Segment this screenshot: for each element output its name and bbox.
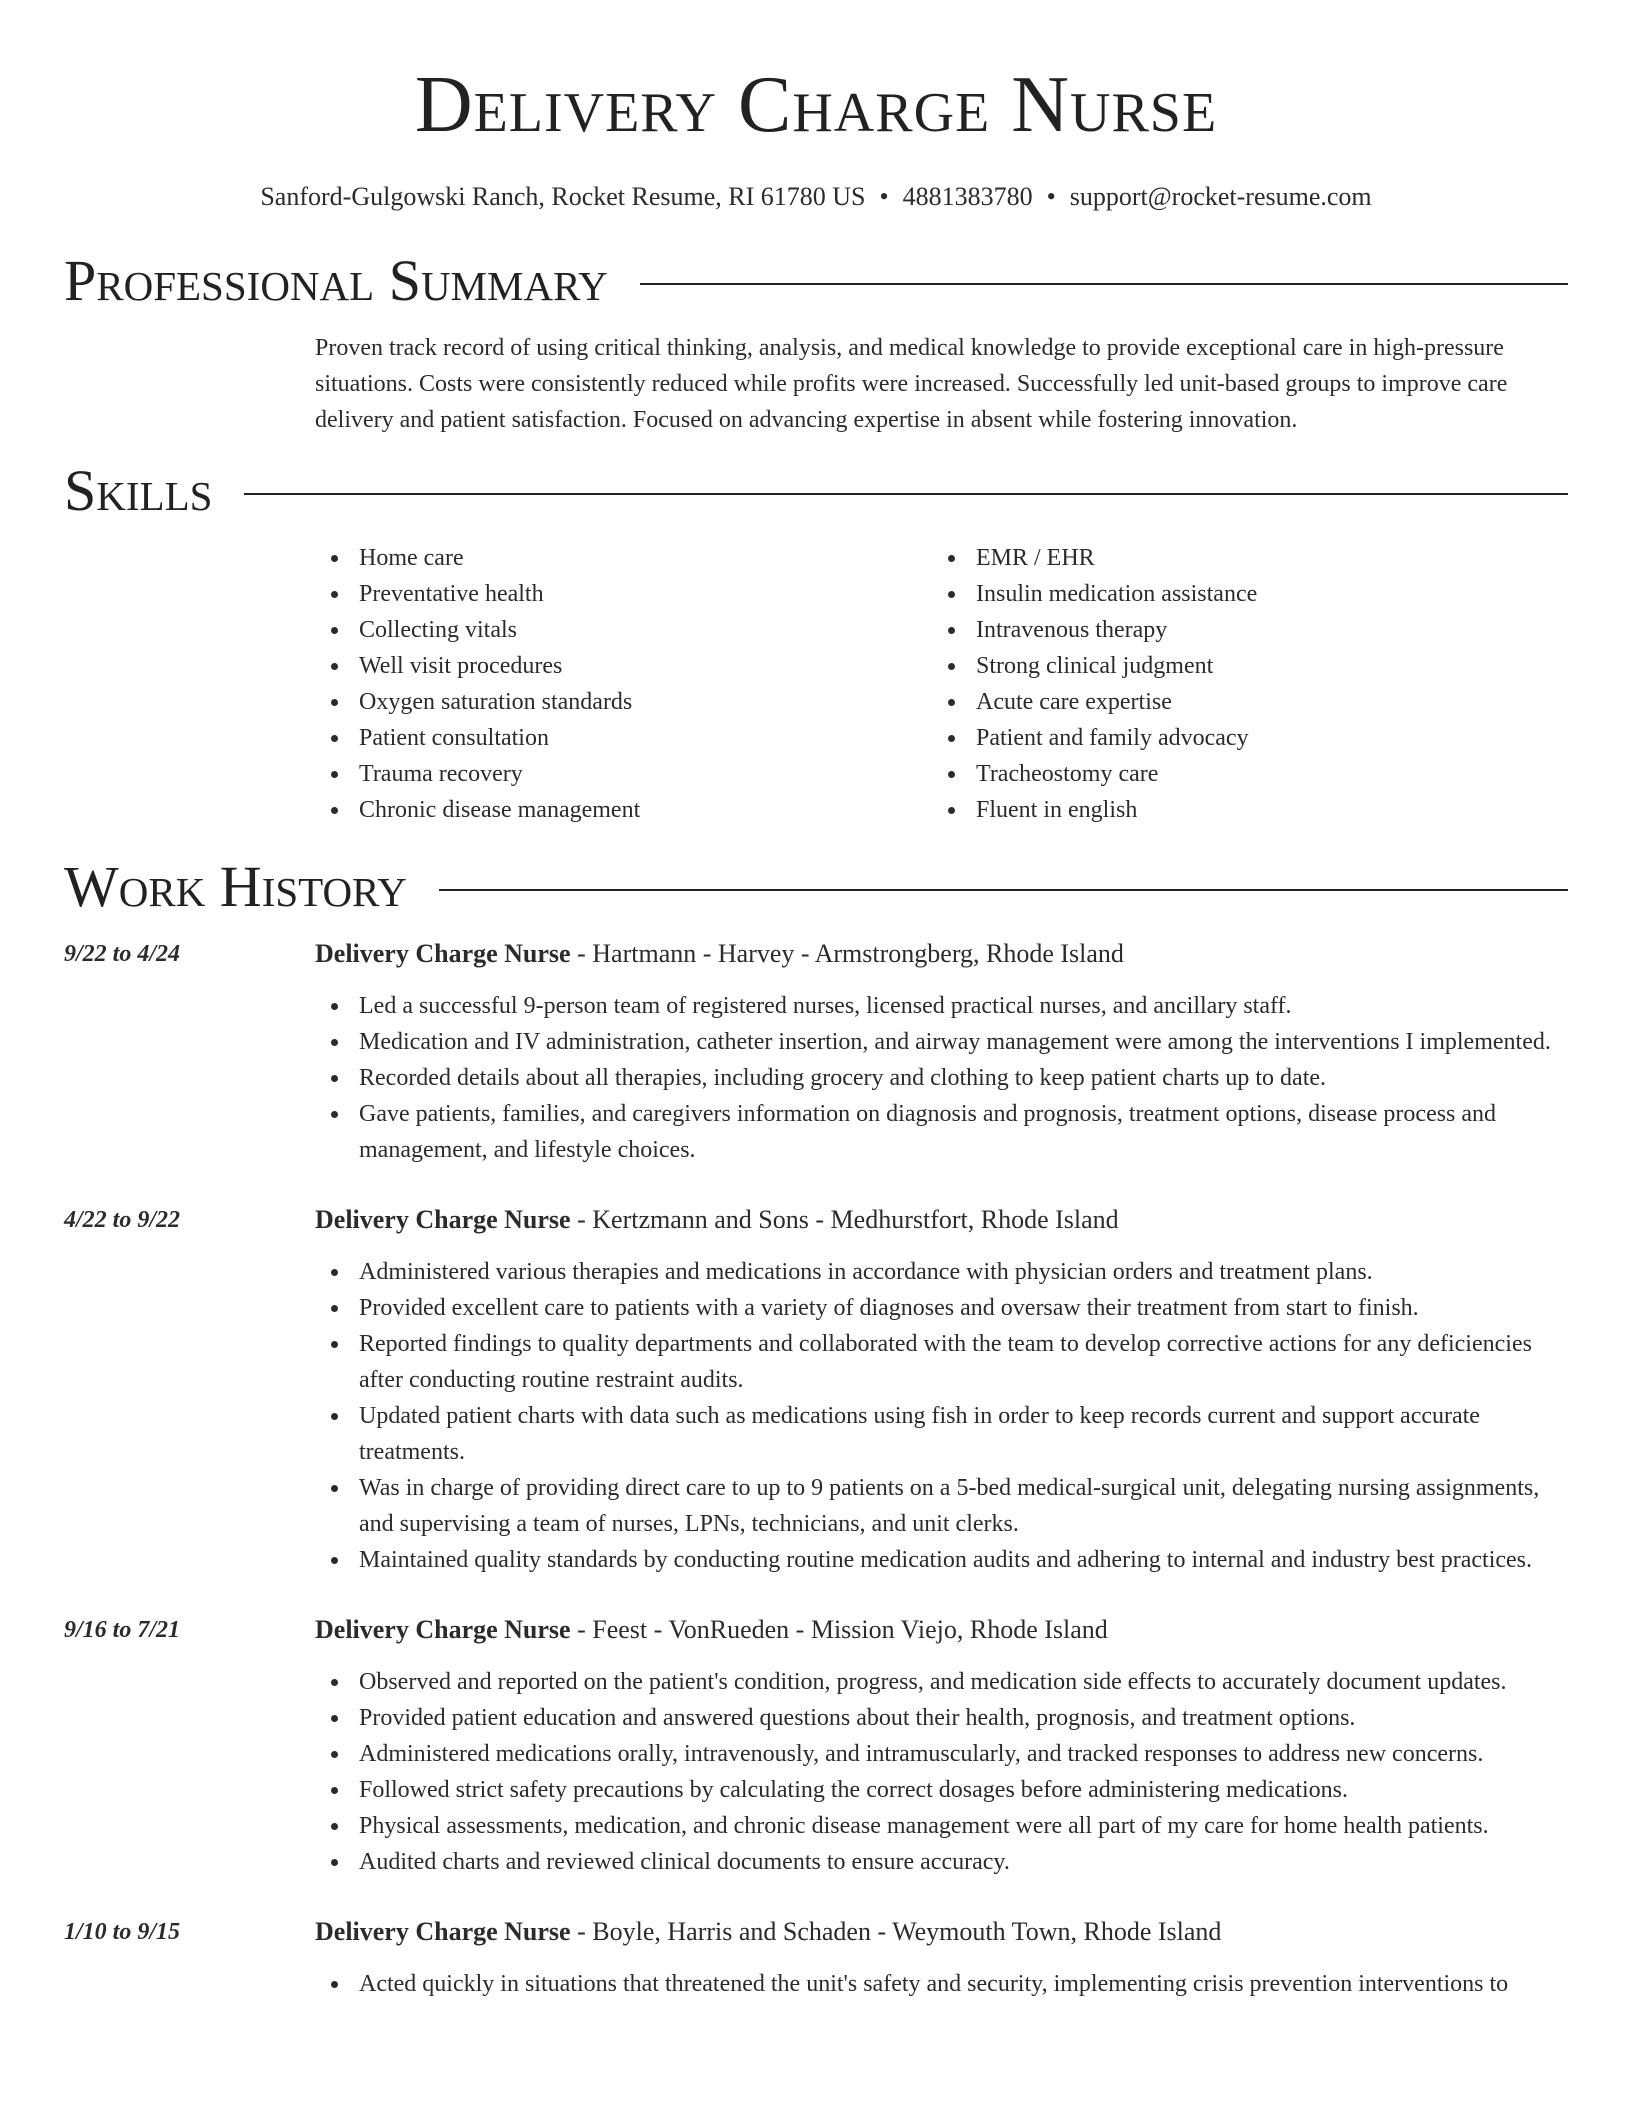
job-bullet: Acted quickly in situations that threatened the unit's safety and security, implementing crisis prevention interventions to xyxy=(315,1966,1568,2002)
skills-heading: Skills xyxy=(64,458,213,523)
job-bullets xyxy=(315,1966,1568,2002)
contact-email: support@rocket-resume.com xyxy=(1069,182,1372,211)
skill-item: EMR / EHR xyxy=(932,540,1549,576)
job-bullet: Recorded details about all therapies, including grocery and clothing to keep patient charts up to date. xyxy=(315,1060,1568,1096)
skill-item: Acute care expertise xyxy=(932,684,1549,720)
job-role: Delivery Charge Nurse xyxy=(315,939,571,968)
skill-item: Collecting vitals xyxy=(315,612,932,648)
job-bullet: Updated patient charts with data such as medications using fish in order to keep records current and support accurate treatments. xyxy=(315,1398,1568,1470)
work-heading: Work History xyxy=(64,854,407,919)
job-bullets xyxy=(315,1664,1568,1880)
job-dates: 1/10 to 9/15 xyxy=(64,1919,181,1945)
skill-item: Trauma recovery xyxy=(315,756,932,792)
skill-item: Preventative health xyxy=(315,576,932,612)
job-role: Delivery Charge Nurse xyxy=(315,1917,571,1946)
summary-section-header xyxy=(64,248,1568,314)
job-bullets xyxy=(315,1254,1568,1578)
job-title-line xyxy=(315,1202,1568,1238)
skills-column-right xyxy=(932,540,1549,828)
job-body xyxy=(315,936,1568,1168)
contact-address: Sanford-Gulgowski Ranch, Rocket Resume, RI 61780 US xyxy=(260,182,866,211)
job-bullet: Led a successful 9-person team of registered nurses, licensed practical nurses, and ancillary staff. xyxy=(315,988,1568,1024)
job-dates: 4/22 to 9/22 xyxy=(64,1207,181,1233)
job-bullet: Physical assessments, medication, and chronic disease management were all part of my care for home health patients. xyxy=(315,1808,1568,1844)
summary-text: Proven track record of using critical thinking, analysis, and medical knowledge to provide exceptional care in high-pressure situations. Costs were consistently reduced while profits were increased. Successfully led unit-based groups to improve care delivery and patient satisfaction. Focused on advancing expertise in absent while fostering innovation. xyxy=(315,335,1508,433)
contact-line xyxy=(64,182,1568,212)
skill-item: Oxygen saturation standards xyxy=(315,684,932,720)
skill-item: Strong clinical judgment xyxy=(932,648,1549,684)
job-bullet: Maintained quality standards by conducting routine medication audits and adhering to internal and industry best practices. xyxy=(315,1542,1568,1578)
job-employer: - Feest - VonRueden - Mission Viejo, Rhode Island xyxy=(570,1615,1108,1644)
job-bullet: Audited charts and reviewed clinical documents to ensure accuracy. xyxy=(315,1844,1568,1880)
skill-item: Tracheostomy care xyxy=(932,756,1549,792)
job-bullet: Followed strict safety precautions by calculating the correct dosages before administering medications. xyxy=(315,1772,1568,1808)
job-title-line xyxy=(315,1914,1568,1950)
skills-section-header xyxy=(64,458,1568,524)
job-entry xyxy=(64,1914,1568,2002)
job-bullet: Administered various therapies and medications in accordance with physician orders and treatment plans. xyxy=(315,1254,1568,1290)
job-employer: - Kertzmann and Sons - Medhurstfort, Rhode Island xyxy=(570,1205,1119,1234)
summary-heading: Professional Summary xyxy=(64,248,608,313)
job-bullets xyxy=(315,988,1568,1168)
job-entry xyxy=(64,1202,1568,1578)
section-divider xyxy=(640,283,1568,285)
section-divider xyxy=(244,493,1568,495)
job-body xyxy=(315,1202,1568,1578)
job-bullet: Provided excellent care to patients with a variety of diagnoses and oversaw their treatment from start to finish. xyxy=(315,1290,1568,1326)
job-bullet: Administered medications orally, intravenously, and intramuscularly, and tracked responses to address new concerns. xyxy=(315,1736,1568,1772)
section-divider xyxy=(439,889,1568,891)
skill-item: Well visit procedures xyxy=(315,648,932,684)
skills-list xyxy=(315,540,1568,828)
contact-phone: 4881383780 xyxy=(902,182,1033,211)
skill-item: Insulin medication assistance xyxy=(932,576,1549,612)
job-bullet: Observed and reported on the patient's condition, progress, and medication side effects to accurately document updates. xyxy=(315,1664,1568,1700)
job-bullet: Was in charge of providing direct care to up to 9 patients on a 5-bed medical-surgical unit, delegating nursing assignments, and supervising a team of nurses, LPNs, technicians, and unit clerks. xyxy=(315,1470,1568,1542)
job-employer: - Hartmann - Harvey - Armstrongberg, Rhode Island xyxy=(570,939,1124,968)
skill-item: Intravenous therapy xyxy=(932,612,1549,648)
skill-item: Chronic disease management xyxy=(315,792,932,828)
job-dates: 9/22 to 4/24 xyxy=(64,941,181,967)
job-body xyxy=(315,1612,1568,1880)
candidate-name: Delivery Charge Nurse xyxy=(414,61,1218,149)
job-bullet: Gave patients, families, and caregivers information on diagnosis and prognosis, treatment options, disease process and management, and lifestyle choices. xyxy=(315,1096,1568,1168)
work-section-header xyxy=(64,854,1568,920)
contact-separator: • xyxy=(1046,182,1056,211)
job-employer: - Boyle, Harris and Schaden - Weymouth Town, Rhode Island xyxy=(570,1917,1222,1946)
job-bullet: Medication and IV administration, catheter insertion, and airway management were among the interventions I implemented. xyxy=(315,1024,1568,1060)
job-role: Delivery Charge Nurse xyxy=(315,1205,571,1234)
job-dates: 9/16 to 7/21 xyxy=(64,1617,181,1643)
job-role: Delivery Charge Nurse xyxy=(315,1615,571,1644)
job-bullet: Provided patient education and answered questions about their health, prognosis, and treatment options. xyxy=(315,1700,1568,1736)
job-entry xyxy=(64,1612,1568,1880)
skill-item: Patient and family advocacy xyxy=(932,720,1549,756)
job-title-line xyxy=(315,936,1568,972)
skill-item: Fluent in english xyxy=(932,792,1549,828)
contact-separator: • xyxy=(879,182,889,211)
job-entry xyxy=(64,936,1568,1168)
job-body xyxy=(315,1914,1568,2002)
job-title-line xyxy=(315,1612,1568,1648)
skill-item: Patient consultation xyxy=(315,720,932,756)
skills-column-left xyxy=(315,540,932,828)
job-bullet: Reported findings to quality departments and collaborated with the team to develop corrective actions for any deficiencies after conducting routine restraint audits. xyxy=(315,1326,1568,1398)
skill-item: Home care xyxy=(315,540,932,576)
